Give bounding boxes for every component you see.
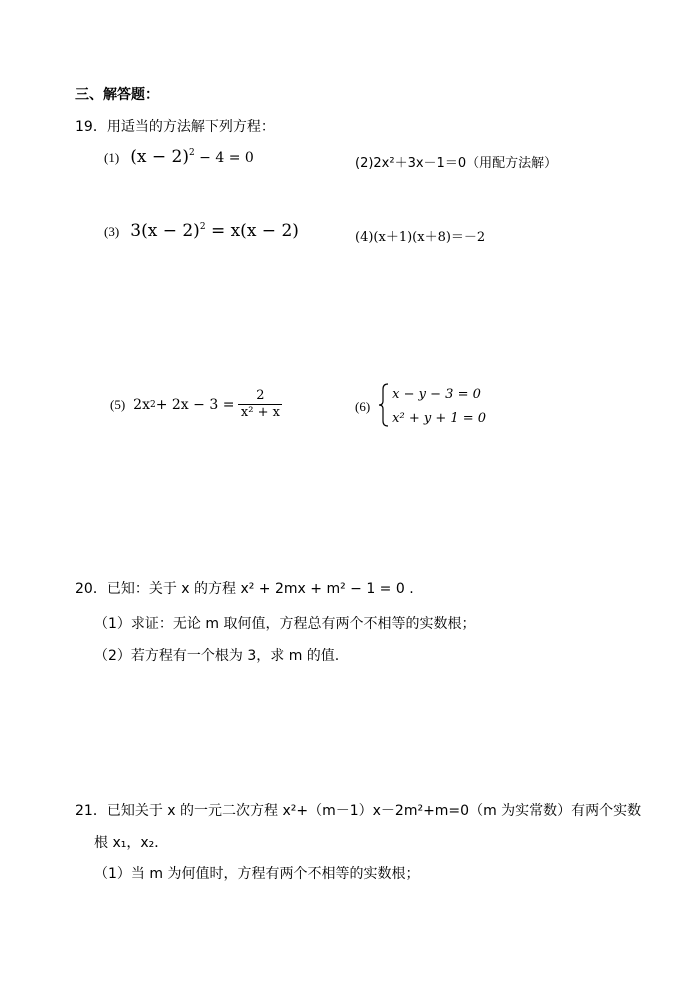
q21-stem-cont: 根 x₁，x₂． [94, 835, 169, 851]
q19-part5-numerator: 2 [256, 388, 265, 403]
q19-part3 [104, 221, 299, 241]
q19-part6-line1: x − y − 3 = 0 [392, 387, 481, 402]
q19-part3-expr-b: = x(x − 2) [205, 221, 299, 241]
q19-part4: (4)(x＋1)(x＋8)＝－2 [355, 230, 486, 245]
q19-part3-label: (3) [104, 224, 120, 239]
q19-part3-expr-a: 3(x − 2) [130, 221, 200, 241]
q19-part2: (2)2x²＋3x－1＝0（用配方法解） [355, 156, 558, 171]
brace-icon [378, 383, 392, 431]
q19-part6 [355, 383, 486, 431]
q20-sub2: （2）若方程有一个根为 3，求 m 的值. [94, 648, 340, 664]
q19-part1-label: (1) [104, 150, 120, 165]
q19-part6-label: (6) [355, 399, 371, 414]
q19-part5-fraction [238, 388, 282, 421]
q20-stem: 20．已知：关于 x 的方程 x² + 2mx + m² − 1 = 0 . [75, 581, 414, 597]
q19-part6-line2: x² + y + 1 = 0 [392, 411, 487, 426]
q19-part5 [110, 388, 282, 421]
q19-part5-denominator: x² + x [240, 405, 280, 420]
q21-stem: 21．已知关于 x 的一元二次方程 x²+（m－1）x－2m²+m=0（m 为实常数）有两个实数 [75, 803, 642, 819]
section-title: 三、解答题： [75, 87, 159, 103]
q19-part5-lhs: 2x [133, 396, 150, 413]
q19-part1-exp: 2 [189, 148, 195, 158]
q19-part5-exp: 2 [149, 399, 156, 410]
q19-part6-system [392, 383, 486, 431]
q19-part1-expr-a: (x − 2) [130, 147, 189, 167]
q19-part1 [104, 147, 254, 167]
q19-part1-expr-b: − 4 = 0 [194, 150, 254, 166]
q21-sub1: （1）当 m 为何值时，方程有两个不相等的实数根； [94, 866, 420, 882]
q19-part5-label: (5) [110, 396, 126, 412]
q19-stem: 19．用适当的方法解下列方程： [75, 119, 275, 135]
q19-part5-lhs2: + 2x − 3 = [155, 396, 235, 413]
q19-part3-exp: 2 [199, 222, 206, 232]
q20-sub1: （1）求证：无论 m 取何值，方程总有两个不相等的实数根； [94, 616, 476, 632]
brace-icon-svg [378, 383, 390, 427]
